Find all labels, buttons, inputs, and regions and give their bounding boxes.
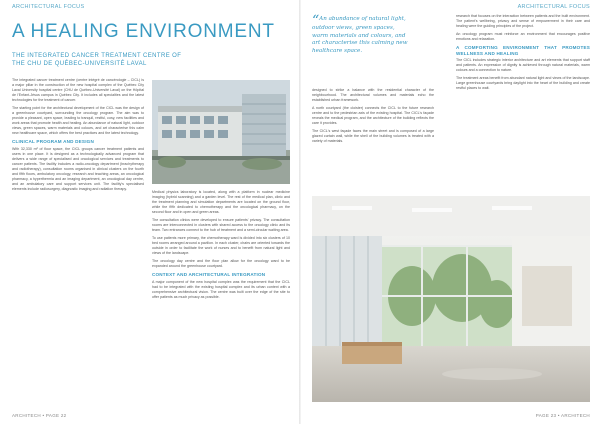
text-column-4 <box>456 14 590 94</box>
interior-illustration <box>312 196 590 402</box>
section-tag: ARCHITECTURAL FOCUS <box>517 4 590 10</box>
pull-quote <box>312 13 408 55</box>
quote-mark-icon: “ <box>312 13 320 29</box>
page-subtitle: THE INTEGRATED CANCER TREATMENT CENTRE OF THE CHU DE QUÉBEC-UNIVERSITÉ LAVAL <box>12 53 182 67</box>
page-footer: PAGE 23 • ARCHITECH <box>535 413 590 418</box>
paragraph: A major component of the new hospital complex was the requirement that the CICL had to be integrated with the existing hospital complex and its urban context with a comprehensive architectural vision. The centre was built over the edge of the site to offer patients as much privacy as possible. <box>152 279 290 299</box>
paragraph: The integrated cancer treatment centre (centre intégré de cancérologie – CICL) is a major pillar in the construction of the new hospital complex of the Québec City Laval University hospital centre (CHU de Québec-Université Laval) on the Hôpital de l'Enfant-Jésus campus in Québec City. It includes all specialties and the latest technologies for the treatment of cancer. <box>12 78 144 102</box>
section-heading: CLINICAL PROGRAM AND DESIGN <box>12 139 94 144</box>
section-tag: ARCHITECTURAL FOCUS <box>12 4 85 10</box>
paragraph: A north courtyard (the cloister) connects the CICL to the future research centre and to the pedestrian axis of the existing hospital. The CICL's façade reveals the medical program, and the architecture of the building reflects the care it provides. <box>312 106 434 125</box>
building-illustration <box>152 80 290 184</box>
section-heading: CONTEXT AND ARCHITECTURAL INTEGRATION <box>152 272 266 277</box>
paragraph: The consultation clinics were developed to ensure patients' privacy. The consultation rooms are interconnected in clusters with shared access to the oncology clinic and its team. Two entrances connect to the hub of treatment and a semi-circular waiting area. <box>152 218 290 232</box>
paragraph: The CICL's west façade faces the main street and is composed of a large glazed curtain wall, while the shell of the building volumes is treated with a variety of materials. <box>312 129 434 143</box>
text-column-1 <box>12 78 144 195</box>
page-title: A HEALING ENVIRONMENT <box>12 21 275 42</box>
building-exterior-photo <box>152 80 290 184</box>
paragraph: An oncology program must reinforce an environment that encourages positive emotions and relaxation. <box>456 32 590 41</box>
paragraph: The oncology day centre and the floor plan allow for the oncology ward to be expanded around the greenhouse courtyard. <box>152 259 290 268</box>
paragraph: Medical physics laboratory is located, along with a platform in nuclear medicine imaging (hybrid scanning) and a garden level. The rest of the medical plan, clinic and the treatment planning and simulation departments are located on the ground floor, while the fifth dedicated to chemotherapy and the oncological pharmacy, on the second floor and in open and green areas. <box>152 190 290 214</box>
page-footer: ARCHITECH • PAGE 22 <box>12 413 67 418</box>
text-column-2 <box>152 190 290 303</box>
paragraph: To use patients more primary, the chemotherapy ward is divided into six clusters of 10 bed rooms arranged around a pavilion. In each cluster, chairs are oriented towards the outside in order to facilitate the work of nurses and to benefit from natural light and views of the landscape. <box>152 236 290 255</box>
paragraph: research that focuses on the interaction between patients and the built environment. The patient's wellbeing, privacy and sense of empowerment in their care and healing were the guiding principles of the project. <box>456 14 590 28</box>
paragraph: designed to strike a balance with the residential character of the neighbourhood. The architectural volumes and materials echo the established urban framework. <box>312 88 434 102</box>
section-heading: A COMFORTING ENVIRONMENT THAT PROMOTES WELLNESS AND HEALING <box>456 45 590 56</box>
paragraph: With 32,330 m² of floor space, the CICL groups cancer treatment patients and users in one place. It is designed as a technologically advanced program that delivers a wide range of specialised and oncological services and treatments to cancer patients. The facility includes a radio-oncology department (brachytherapy and radiotherapy), consultation rooms organised in clinical clusters on the fourth and fifth floors, ambulatory oncology, research and teaching areas, an oncological pharmacy, a hyperthermia and an imaging department, an oncological day centre, and an ambulatory care and support services unit. The facility's specialised elements include radiosurgery, diagnostic imaging and radiation therapy. <box>12 146 144 191</box>
right-page <box>300 0 600 424</box>
interior-lobby-photo <box>312 196 590 402</box>
text-column-3 <box>312 88 434 147</box>
pull-quote-text: An abundance of natural light, outdoor views, green spaces, warm materials and colours, and art characterise this calming new healthcare space. <box>312 16 408 54</box>
paragraph: The starting point for the architectural development of the CICL was the design of a greenhouse courtyard, surrounding the oncology program. The aim was to provide a pleasant, open space, leading to tranquil, restful, cosy, new facilities and work areas that promote health and healing. An abundance of natural light, outdoor views, green spaces, warm materials and colours, and art characterise this calm new healthcare space, which offers the best practices and the latest technology. <box>12 106 144 135</box>
paragraph: The treatment areas benefit from abundant natural light and views of the landscape. Large greenhouse courtyards bring daylight into the heart of the building and create restful places to wait. <box>456 76 590 90</box>
paragraph: The CICL includes strategic interior architecture and art elements that support staff and patients. An expression of dignity is achieved through natural materials, warm colours and a connection to nature. <box>456 58 590 72</box>
